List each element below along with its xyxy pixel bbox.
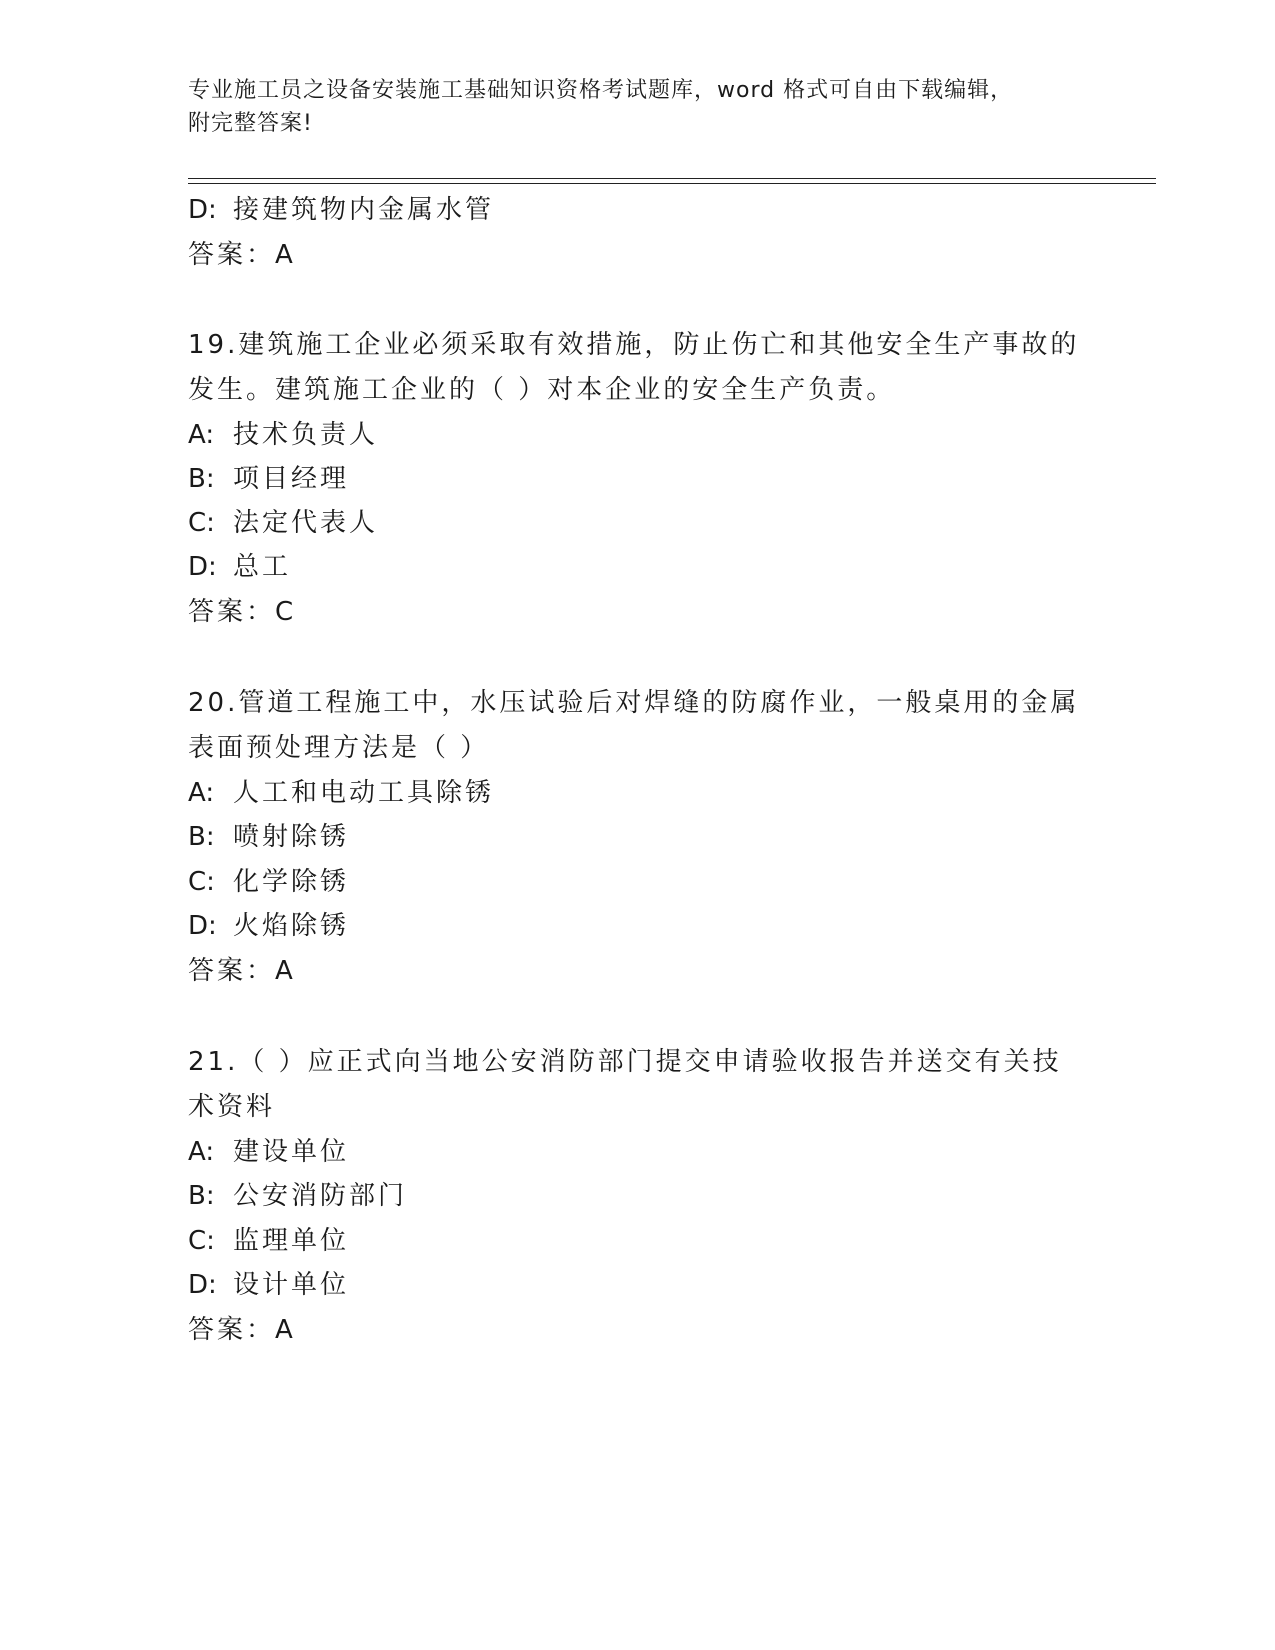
- prev-option-d: [188, 195, 494, 225]
- question-21-option-b: [188, 1181, 407, 1211]
- header-line-1: 专业施工员之设备安装施工基础知识资格考试题库，word 格式可自由下载编辑，: [188, 78, 1014, 103]
- question-19-option-b: [188, 464, 349, 494]
- option-text: 建设单位: [233, 1137, 350, 1167]
- option-letter: D:: [188, 195, 217, 225]
- question-20-stem-line-1: 20.管道工程施工中，水压试验后对焊缝的防腐作业，一般桌用的金属: [188, 688, 1080, 718]
- question-20-stem-line-2: 表面预处理方法是（ ）: [188, 733, 490, 763]
- option-letter: B:: [188, 1181, 215, 1211]
- question-21-option-c: [188, 1226, 349, 1256]
- option-text: 喷射除锈: [233, 822, 350, 852]
- question-21-answer: 答案：A: [188, 1315, 296, 1345]
- option-letter: C:: [188, 508, 215, 538]
- option-letter: A:: [188, 420, 215, 450]
- question-21-stem-line-1: 21.（ ）应正式向当地公安消防部门提交申请验收报告并送交有关技: [188, 1047, 1062, 1077]
- header-divider-bottom: [188, 183, 1156, 184]
- question-19-stem-line-2: 发生。建筑施工企业的（ ）对本企业的安全生产负责。: [188, 375, 896, 405]
- question-19-option-c: [188, 508, 378, 538]
- question-19-answer: 答案：C: [188, 597, 297, 627]
- option-text: 总工: [233, 552, 292, 582]
- question-20-option-d: [188, 911, 349, 941]
- question-21-option-d: [188, 1270, 349, 1300]
- option-text: 人工和电动工具除锈: [233, 778, 495, 808]
- option-letter: B:: [188, 822, 215, 852]
- option-letter: C:: [188, 867, 215, 897]
- option-text: 项目经理: [233, 464, 350, 494]
- option-text: 技术负责人: [233, 420, 379, 450]
- option-letter: D:: [188, 1270, 217, 1300]
- prev-answer: 答案：A: [188, 240, 296, 270]
- option-letter: B:: [188, 464, 215, 494]
- document-header: [188, 74, 1088, 140]
- option-text: 监理单位: [233, 1226, 350, 1256]
- question-20-option-a: [188, 778, 494, 808]
- header-divider-top: [188, 178, 1156, 179]
- question-21-option-a: [188, 1137, 349, 1167]
- question-20-answer: 答案：A: [188, 956, 296, 986]
- option-text: 设计单位: [233, 1270, 350, 1300]
- question-20-option-c: [188, 867, 349, 897]
- question-21-stem-line-2: 术资料: [188, 1092, 276, 1122]
- option-letter: D:: [188, 552, 217, 582]
- option-letter: A:: [188, 1137, 215, 1167]
- question-19-option-d: [188, 552, 291, 582]
- option-text: 化学除锈: [233, 867, 350, 897]
- header-line-2: 附完整答案!: [188, 111, 313, 136]
- option-text: 公安消防部门: [233, 1181, 408, 1211]
- option-text: 法定代表人: [233, 508, 379, 538]
- question-19-option-a: [188, 420, 378, 450]
- question-20-option-b: [188, 822, 349, 852]
- option-letter: A:: [188, 778, 215, 808]
- option-letter: C:: [188, 1226, 215, 1256]
- option-text: 接建筑物内金属水管: [233, 195, 495, 225]
- question-19-stem-line-1: 19.建筑施工企业必须采取有效措施，防止伤亡和其他安全生产事故的: [188, 330, 1080, 360]
- option-text: 火焰除锈: [233, 911, 350, 941]
- option-letter: D:: [188, 911, 217, 941]
